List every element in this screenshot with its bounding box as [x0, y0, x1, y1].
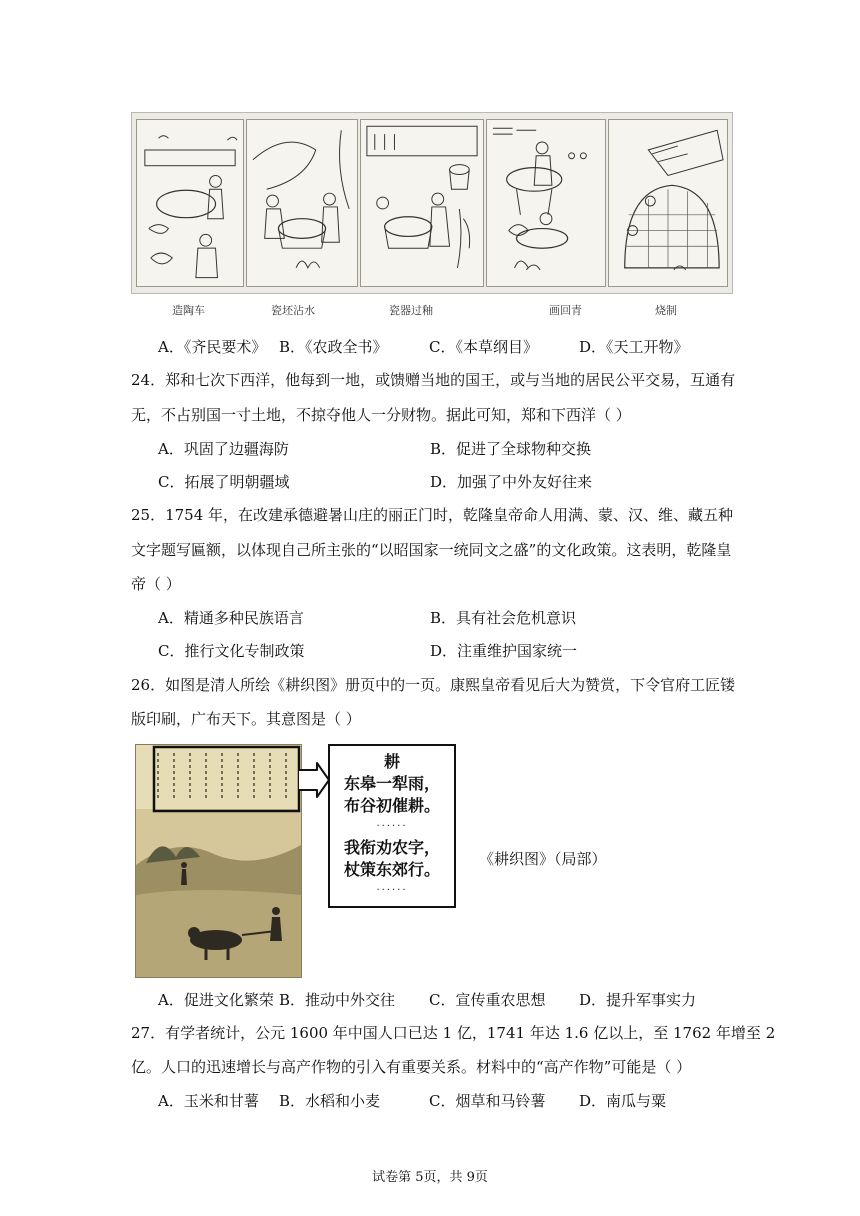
- caption-firing: 烧制: [655, 304, 677, 317]
- q27-option-a: A．玉米和甘薯: [158, 1092, 259, 1110]
- q23-option-d: D．《天工开物》: [579, 338, 689, 356]
- poem-line-1: 东皋一犁雨，: [343, 774, 440, 793]
- q24-option-c: C．拓展了明朝疆域: [158, 473, 290, 491]
- poem-line-3: 我衔劝农字，: [343, 838, 440, 857]
- caption-painting-blue: 画回青: [549, 304, 582, 317]
- q25-option-d: D．注重维护国家统一: [430, 642, 578, 660]
- q27-option-d: D．南瓜与粟: [579, 1092, 667, 1110]
- q25-stem-line-1: 25．1754 年，在改建承德避暑山庄的丽正门时，乾隆皇帝命人用满、蒙、汉、维、藏五种: [131, 506, 734, 524]
- gengzhi-painting-image: [135, 744, 302, 978]
- caption-pottery-wheel: 造陶车: [172, 304, 205, 317]
- arrow-icon: [299, 760, 331, 800]
- q26-option-c: C．宣传重农思想: [429, 991, 546, 1009]
- q25-option-c: C．推行文化专制政策: [158, 642, 305, 660]
- illustration-clay-dipping-water: [246, 119, 358, 287]
- gengzhi-caption: 《耕织图》（局部）: [479, 850, 607, 868]
- poem-callout-box: [328, 744, 456, 908]
- poem-ellipsis-2: ······: [376, 885, 408, 896]
- page-footer: 试卷第 5页，共 9页: [372, 1170, 488, 1185]
- q27-stem-line-1: 27．有学者统计，公元 1600 年中国人口已达 1 亿，1741 年达 1.6 亿以上，至 1762 年增至 2: [131, 1024, 776, 1042]
- q26-option-b: B．推动中外交往: [279, 991, 396, 1009]
- q27-stem-line-2: 亿。人口的迅速增长与高产作物的引入有重要关系。材料中的“高产作物”可能是（ ）: [131, 1058, 692, 1076]
- q25-option-b: B．具有社会危机意识: [430, 609, 577, 627]
- q24-stem-line-1: 24．郑和七次下西洋，他每到一地，或馈赠当地的国王，或与当地的居民公平交易，互通有: [131, 371, 736, 389]
- illustration-glazing-porcelain: [360, 119, 484, 287]
- q25-stem-line-2: 文字题写匾额，以体现自己所主张的“以昭国家一统同文之盛”的文化政策。这表明，乾隆皇: [131, 541, 732, 559]
- q23-option-b: B．《农政全书》: [279, 338, 388, 356]
- q24-option-b: B．促进了全球物种交换: [430, 440, 592, 458]
- poem-line-2: 布谷初催耕。: [343, 796, 440, 815]
- q26-stem-line-2: 版印刷，广布天下。其意图是（ ）: [131, 710, 361, 728]
- craft-illustration-strip: [131, 112, 733, 294]
- poem-ellipsis-1: ······: [376, 821, 408, 832]
- q26-stem-line-1: 26．如图是清人所绘《耕织图》册页中的一页。康熙皇帝看见后大为赞赏，下令官府工匠镂: [131, 676, 736, 694]
- q24-option-d: D．加强了中外友好往来: [430, 473, 593, 491]
- q23-option-a: A．《齐民要术》: [158, 338, 267, 356]
- q25-stem-line-3: 帝（ ）: [131, 575, 181, 593]
- q24-stem-line-2: 无，不占别国一寸土地，不掠夺他人一分财物。据此可知，郑和下西洋（ ）: [131, 406, 631, 424]
- q26-option-d: D．提升军事实力: [579, 991, 697, 1009]
- illustration-making-pottery-wheel: [136, 119, 244, 287]
- poem-title: 耕: [383, 752, 400, 771]
- poem-line-4: 杖策东郊行。: [343, 860, 440, 879]
- q24-option-a: A．巩固了边疆海防: [158, 440, 289, 458]
- q23-option-c: C．《本草纲目》: [429, 338, 538, 356]
- q27-option-c: C．烟草和马铃薯: [429, 1092, 546, 1110]
- caption-clay-dipping: 瓷坯沾水: [271, 304, 315, 317]
- caption-glazing: 瓷器过釉: [389, 304, 433, 317]
- q25-option-a: A．精通多种民族语言: [158, 609, 304, 627]
- q26-option-a: A．促进文化繁荣: [158, 991, 274, 1009]
- q27-option-b: B．水稻和小麦: [279, 1092, 381, 1110]
- illustration-painting-blue: [486, 119, 606, 287]
- illustration-firing-kiln: [608, 119, 728, 287]
